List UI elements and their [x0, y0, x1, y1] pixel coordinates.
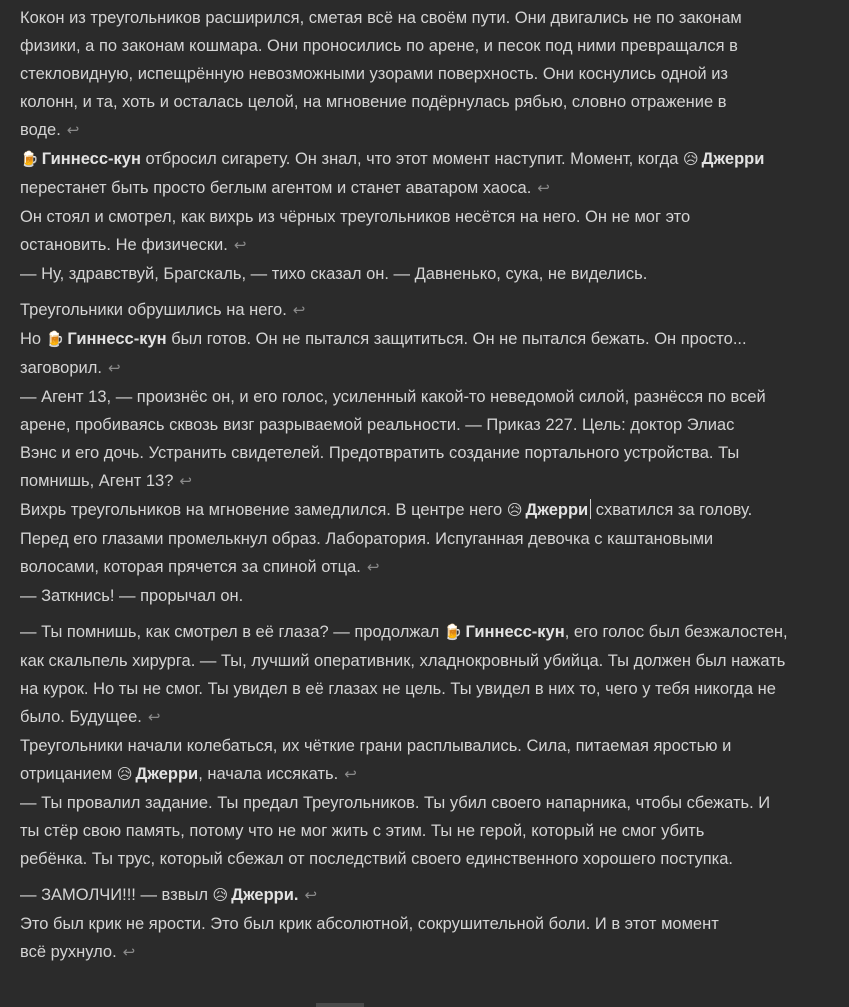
return-icon: ↩	[344, 766, 357, 783]
paragraph: Он стоял и смотрел, как вихрь из чёрных треугольников несётся на него. Он не мог это остановить. Не физически. ↩	[20, 203, 760, 260]
return-icon: ↩	[366, 559, 380, 576]
paragraph: Кокон из треугольников расширился, сметая всё на своём пути. Они двигались не по законам физики, а по законам кошмара. Они проносились по арене, и песок под ними превращался в стекловидную, испещрённую невозможными узорами поверхность. Они коснулись одной из колонн, и та, хоть и осталась целой, на мгновение подёрнулась рябью, словно отражение в воде. ↩	[20, 4, 765, 145]
paragraph: 🍺 Гиннесс-кун отбросил сигарету. Он знал, что этот момент наступит. Момент, когда 😥 Джерри перестанет быть просто беглым агентом и станет аватаром хаоса. ↩	[20, 145, 780, 203]
sad-emoji-icon: 😥	[506, 502, 523, 519]
character-name: Гиннесс-кун	[67, 330, 167, 348]
paragraph: — Заткнись! — прорычал он.	[20, 587, 244, 605]
paragraph: — Ну, здравствуй, Брагскаль, — тихо сказал он. — Давненько, сука, не виделись.	[20, 265, 648, 283]
sad-emoji-icon: 😥	[212, 887, 229, 904]
return-icon: ↩	[147, 709, 161, 726]
paragraph: Треугольники начали колебаться, их чёткие грани расплывались. Сила, питаемая яростью и отрицанием 😥 Джерри, начала иссякать. ↩	[20, 732, 760, 789]
paragraph: Это был крик не ярости. Это был крик абсолютной, сокрушительной боли. И в этот момент всё рухнуло. ↩	[20, 910, 740, 967]
paragraph: — Ты провалил задание. Ты предал Треугольников. Ты убил своего напарника, чтобы сбежать. И ты стёр свою память, потому что не мог жить с этим. Ты не герой, который не смог убить ребёнка. Ты трус, который сбежал от последствий своего единственного хорошего поступка.	[20, 794, 771, 868]
character-name: Джерри	[135, 765, 199, 783]
beer-emoji-icon: 🍺	[20, 151, 39, 168]
return-icon: ↩	[233, 237, 247, 254]
character-name: Гиннесс-кун	[41, 150, 141, 168]
return-icon: ↩	[122, 944, 136, 961]
return-icon: ↩	[304, 887, 318, 904]
return-icon: ↩	[107, 360, 121, 377]
character-name: Джерри	[525, 501, 589, 519]
sad-emoji-icon: 😥	[116, 766, 133, 783]
sad-emoji-icon: 😥	[683, 151, 699, 168]
paragraph: Но 🍺 Гиннесс-кун был готов. Он не пытался защититься. Он не пытался бежать. Он просто... заговорил. ↩	[20, 325, 770, 383]
paragraph: — ЗАМОЛЧИ!!! — взвыл 😥 Джерри. ↩	[20, 881, 815, 910]
paragraph: Треугольники обрушились на него. ↩	[20, 296, 815, 325]
beer-emoji-icon: 🍺	[45, 331, 65, 348]
paragraph: — Агент 13, — произнёс он, и его голос, усиленный какой-то неведомой силой, разнёсся по всей арене, пробиваясь сквозь визг разрываемой реальности. — Приказ 227. Цель: доктор Элиас Вэнс и его дочь. Устранить свидетелей. Предотвратить создание портального устройства. Ты помнишь, Агент 13? ↩	[20, 383, 770, 496]
story-text[interactable]	[20, 4, 815, 967]
character-name: Гиннесс-кун	[465, 623, 565, 641]
character-name: Джерри	[701, 150, 765, 168]
paragraph: — Ты помнишь, как смотрел в её глаза? — продолжал 🍺 Гиннесс-кун, его голос был безжалостен, как скальпель хирурга. — Ты, лучший оперативник, хладнокровный убийца. Ты должен был нажать на курок. Но ты не смог. Ты увидел в её глазах не цель. Ты увидел в них то, чего у тебя никогда не было. Будущее. ↩	[20, 618, 790, 732]
horizontal-scrollbar-thumb[interactable]	[316, 1003, 364, 1007]
character-name: Джерри	[231, 886, 294, 904]
paragraph: Вихрь треугольников на мгновение замедлился. В центре него 😥 Джерри схватился за голову. Перед его глазами промелькнул образ. Лаборатория. Испуганная девочка с каштановыми волосами, которая прячется за спиной отца. ↩	[20, 496, 765, 582]
return-icon: ↩	[66, 122, 80, 139]
return-icon: ↩	[537, 180, 550, 197]
return-icon: ↩	[179, 473, 192, 490]
return-icon: ↩	[292, 302, 306, 319]
beer-emoji-icon: 🍺	[443, 624, 463, 641]
